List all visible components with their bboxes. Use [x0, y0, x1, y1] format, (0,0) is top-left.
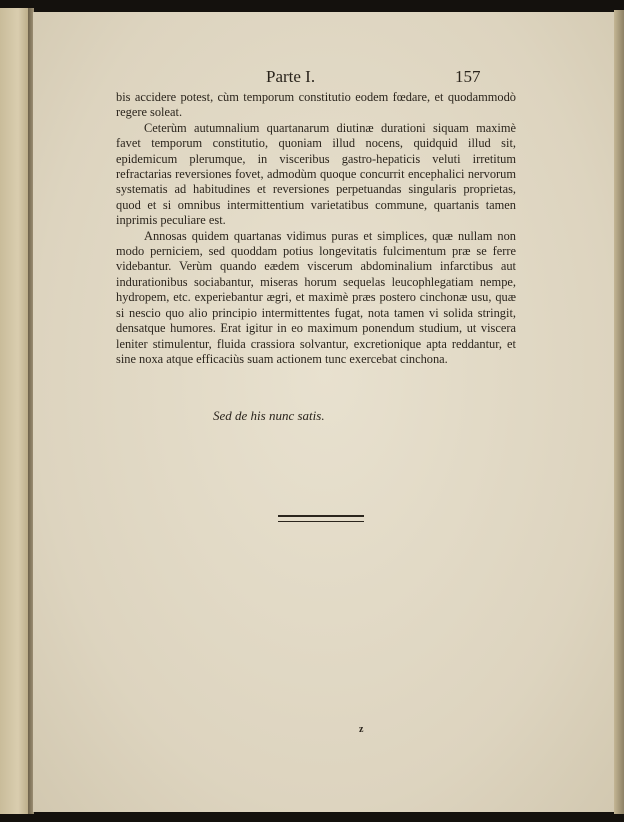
paragraph: Ceterùm autumnalium quartanarum diutinæ durationi siquam maximè favet temporum constitutio, quoniam illud nocens, quidquid illud sit, epidemicum plerumque, in visceribus gastro-hepaticis veluti irretitum refractarias reversiones fovet, admodùm quoque concurrit encephalici nervorum systematis ad habitudines et reversiones perpetuandas singularis proprietas, quod et si omnibus intermittentium varietatibus commune, quartanis tamen inprimis peculiare est.: [116, 120, 516, 228]
facing-page-edge: [0, 8, 30, 814]
book-page: [33, 12, 616, 812]
paragraph: Annosas quidem quartanas vidimus puras et simplices, quæ nullam non modo perniciem, sed quoddam potius longevitatis fulcimentum præ se ferre videbantur. Verùm quando eædem viscerum abdominalium infarctibus aut indurationibus sociabantur, miseras horum sequelas leucophlegatiam nempe, hydropem, etc. experiebantur ægri, et maximè præs postero cinchonæ usu, quæ si nescio quo alio principio intermittentes fugat, nota tamen vi solida stringit, densatque humores. Erat igitur in eo maximum ponendum studium, ut viscera leniter stimulentur, fluida crassiora solvantur, excretionique apta reddantur, et sine noxa atque efficaciùs suam actionem tunc exercebat cinchona.: [116, 228, 516, 366]
section-rule: [278, 515, 364, 522]
page-edge: [614, 10, 624, 814]
running-head: Parte I.: [266, 67, 316, 86]
closing-line: Sed de his nunc satis.: [213, 408, 325, 423]
signature-mark: z: [359, 724, 364, 735]
paragraph-continuation: bis accidere potest, cùm temporum constitutio eodem fœdare, et quodammodò regere soleat.: [116, 90, 516, 120]
page-number: 157: [455, 67, 481, 86]
body-text: [116, 90, 516, 367]
page-header: [33, 67, 616, 91]
